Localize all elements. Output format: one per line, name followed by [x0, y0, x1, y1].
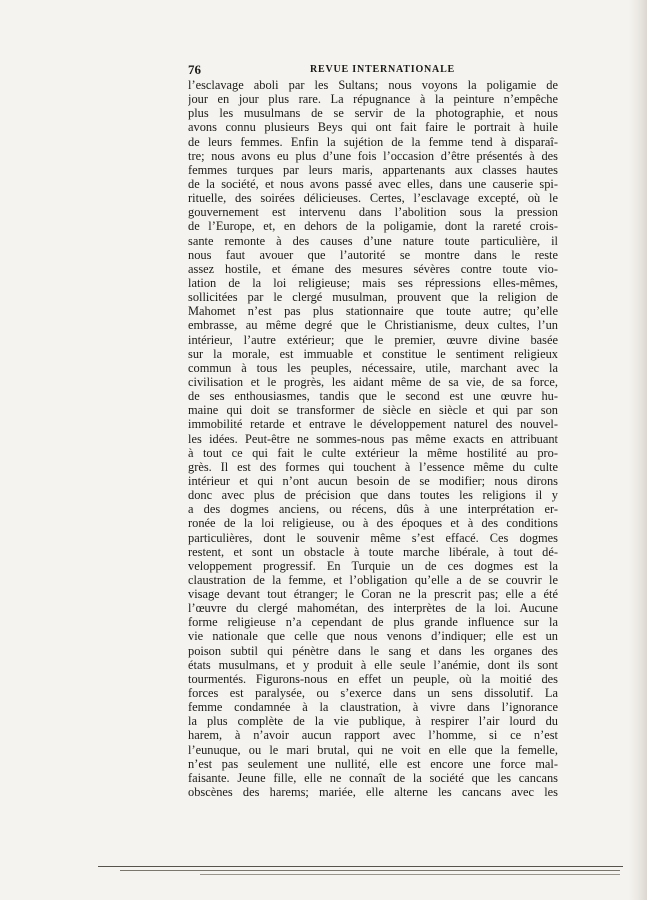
text-line: de ses enthousiasmes, tandis que le second est une œuvre hu-: [188, 389, 558, 404]
page-header: [188, 62, 558, 78]
text-line: assez hostile, et émane des mesures sévères contre toute vio-: [188, 261, 558, 276]
text-line: grès. Il est des formes qui touchent à l’essence même du culte: [188, 459, 558, 474]
bottom-rule: [98, 866, 623, 867]
bottom-rule-tertiary: [200, 874, 620, 875]
text-line: tourmentés. Figurons-nous en effet un peuple, où la moitié des: [188, 671, 558, 686]
text-line: restent, et sont un obstacle à toute marche libérale, à tout dé-: [188, 544, 558, 559]
text-line: claustration de la femme, et l’obligation qu’elle a de se couvrir le: [188, 572, 558, 587]
text-line: à tout ce qui fait le culte extérieur la même hostilité au pro-: [188, 445, 558, 460]
text-line: maine qui doit se transformer de siècle en siècle et qui par son: [188, 403, 558, 418]
text-line: de leurs femmes. Enfin la sujétion de la femme tend à disparaî-: [188, 134, 558, 149]
text-line: obscènes des harems; mariée, elle alterne les cancans avec les: [188, 785, 558, 800]
text-line: les idées. Peut-être ne sommes-nous pas même exacts en attribuant: [188, 431, 558, 446]
text-line: l’eunuque, ou le mari brutal, qui ne voit en elle que la femelle,: [188, 742, 558, 757]
text-line: Mahomet n’est pas plus stationnaire que toute autre; qu’elle: [188, 304, 558, 319]
text-line: plus les musulmans de se servir de la photographie, et nous: [188, 106, 558, 121]
text-line: la plus complète de la vie publique, à respirer l’air lourd du: [188, 714, 558, 729]
text-line: forme religieuse n’a cependant de plus grande influence sur la: [188, 615, 558, 630]
text-line: nous faut avouer que l’autorité se montre dans le reste: [188, 247, 558, 262]
text-line: civilisation et le progrès, les aidant même de sa vie, de sa force,: [188, 374, 558, 389]
text-line: donc avec plus de précision que dans toutes les religions il y: [188, 488, 558, 503]
text-line: intérieur, l’autre extérieur; que le premier, œuvre divine basée: [188, 332, 558, 347]
text-line: de la société, et nous avons passé avec elles, dans une causerie spi-: [188, 176, 558, 191]
text-line: jour en jour plus rare. La répugnance à la peinture n’empêche: [188, 92, 558, 107]
running-title: REVUE INTERNATIONALE: [310, 64, 456, 75]
text-line: ronée de la loi religieuse, ou à des époques et à des conditions: [188, 516, 558, 531]
text-line: états musulmans, et y produit à elle seule l’anémie, dont ils sont: [188, 657, 558, 672]
text-line: commun à tous les peuples, nécessaire, utile, marchant avec la: [188, 360, 558, 375]
text-line: particulières, dont le souvenir même s’est effacé. Ces dogmes: [188, 530, 558, 545]
text-line: forces est paralysée, ou s’exerce dans un sens dissolutif. La: [188, 686, 558, 701]
text-line: sollicitées par le clergé musulman, prouvent que la religion de: [188, 290, 558, 305]
text-line: poison subtil qui pénètre dans le sang et dans les organes des: [188, 643, 558, 658]
text-line: vie nationale que celle que nous venons d’indiquer; elle est un: [188, 629, 558, 644]
text-line: a des dogmes anciens, ou récens, dûs à une interprétation er-: [188, 502, 558, 517]
text-line: gouvernement est intervenu dans l’abolition sous la pression: [188, 205, 558, 220]
text-line: immobilité retarde et entrave le développement naturel des nouvel-: [188, 417, 558, 432]
body-text: [188, 78, 558, 799]
text-line: intérieur et qui n’ont aucun besoin de se modifier; nous dirons: [188, 473, 558, 488]
text-line: veloppement progressif. En Turquie un de ces dogmes est la: [188, 558, 558, 573]
text-line: embrasse, au même degré que le Christianisme, deux cultes, l’un: [188, 318, 558, 333]
bottom-rule-secondary: [120, 870, 620, 871]
text-line: n’est pas seulement une nullité, elle est encore une force mal-: [188, 756, 558, 771]
text-line: lation de la loi religieuse; mais ses répressions elles-mêmes,: [188, 275, 558, 290]
text-line: tre; nous avons eu plus d’une fois l’occasion d’être présentés à des: [188, 148, 558, 163]
page-number: 76: [188, 62, 201, 77]
text-line: visage devant tout étranger; le Coran ne la prescrit pas; elle a été: [188, 587, 558, 602]
text-line: rituelle, des soirées délicieuses. Certes, l’esclavage excepté, où le: [188, 191, 558, 206]
text-line: sante remonte à des causes d’une nature toute particulière, il: [188, 233, 558, 248]
text-line: femmes turques par leurs maris, appartenants aux classes hautes: [188, 162, 558, 177]
text-line: femme condamnée à la claustration, à vivre dans l’ignorance: [188, 700, 558, 715]
page-edge: [629, 0, 647, 900]
text-line: de l’Europe, et, en dehors de la poligamie, dont la rareté crois-: [188, 219, 558, 234]
text-line: avons connu plusieurs Beys qui ont fait faire le portrait à huile: [188, 120, 558, 135]
text-line: sur la morale, est immuable et constitue le sentiment religieux: [188, 346, 558, 361]
text-line: harem, à n’avoir aucun rapport avec l’homme, si ce n’est: [188, 728, 558, 743]
text-line: l’esclavage aboli par les Sultans; nous voyons la poligamie de: [188, 78, 558, 92]
text-line: faisante. Jeune fille, elle ne connaît de la société que les cancans: [188, 770, 558, 785]
text-line: l’œuvre du clergé mahométan, des interprètes de la loi. Aucune: [188, 601, 558, 616]
